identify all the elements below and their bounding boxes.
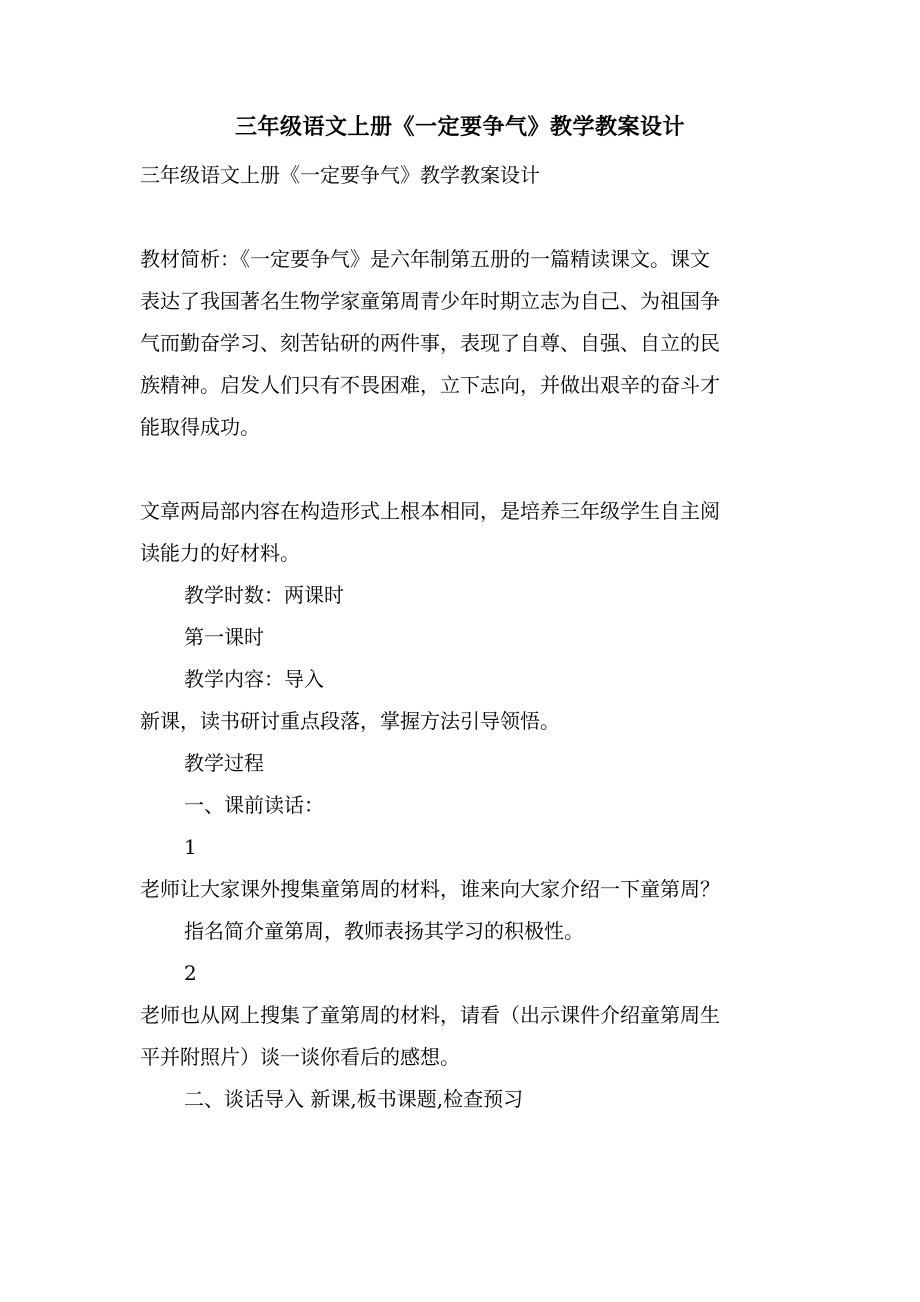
intro-paragraph <box>140 238 780 448</box>
text-line: 读能力的好材料。 <box>140 541 300 565</box>
teaching-hours: 教学时数：两课时 <box>184 583 344 607</box>
step-one-item-2-line2: 平并附照片）谈一谈你看后的感想。 <box>140 1045 460 1069</box>
structure-paragraph <box>140 490 780 574</box>
text-line: 教材简析：《一定要争气》是六年制第五册的一篇精读课文。课文 <box>140 247 710 271</box>
step-one-heading: 一、课前读话： <box>184 793 324 817</box>
lesson-one-heading: 第一课时 <box>184 625 264 649</box>
document-body <box>140 154 780 1120</box>
item-number-1: 1 <box>184 835 197 859</box>
document-title: 三年级语文上册《一定要争气》教学教案设计 <box>234 115 685 140</box>
text-line: 文章两局部内容在构造形式上根本相同，是培养三年级学生自主阅 <box>140 499 720 523</box>
teaching-content-detail: 新课，读书研讨重点段落，掌握方法引导领悟。 <box>140 709 560 733</box>
step-one-item-1-note: 指名简介童第周，教师表扬其学习的积极性。 <box>184 919 584 943</box>
step-two-heading: 二、谈话导入 新课,板书课题,检查预习 <box>184 1087 524 1111</box>
process-heading: 教学过程 <box>184 751 264 775</box>
text-line: 族精神。启发人们只有不畏困难，立下志向，并做出艰辛的奋斗才 <box>140 373 720 397</box>
text-line: 气而勤奋学习、刻苦钻研的两件事，表现了自尊、自强、自立的民 <box>140 331 720 355</box>
text-line: 表达了我国著名生物学家童第周青少年时期立志为自己、为祖国争 <box>140 289 720 313</box>
step-one-item-1: 老师让大家课外搜集童第周的材料，谁来向大家介绍一下童第周？ <box>140 877 720 901</box>
subtitle-line: 三年级语文上册《一定要争气》教学教案设计 <box>140 163 540 187</box>
item-number-2: 2 <box>184 961 197 985</box>
text-line: 能取得成功。 <box>140 415 260 439</box>
teaching-content-label: 教学内容：导入 <box>184 667 324 691</box>
step-one-item-2-line1: 老师也从网上搜集了童第周的材料，请看（出示课件介绍童第周生 <box>140 1003 720 1027</box>
